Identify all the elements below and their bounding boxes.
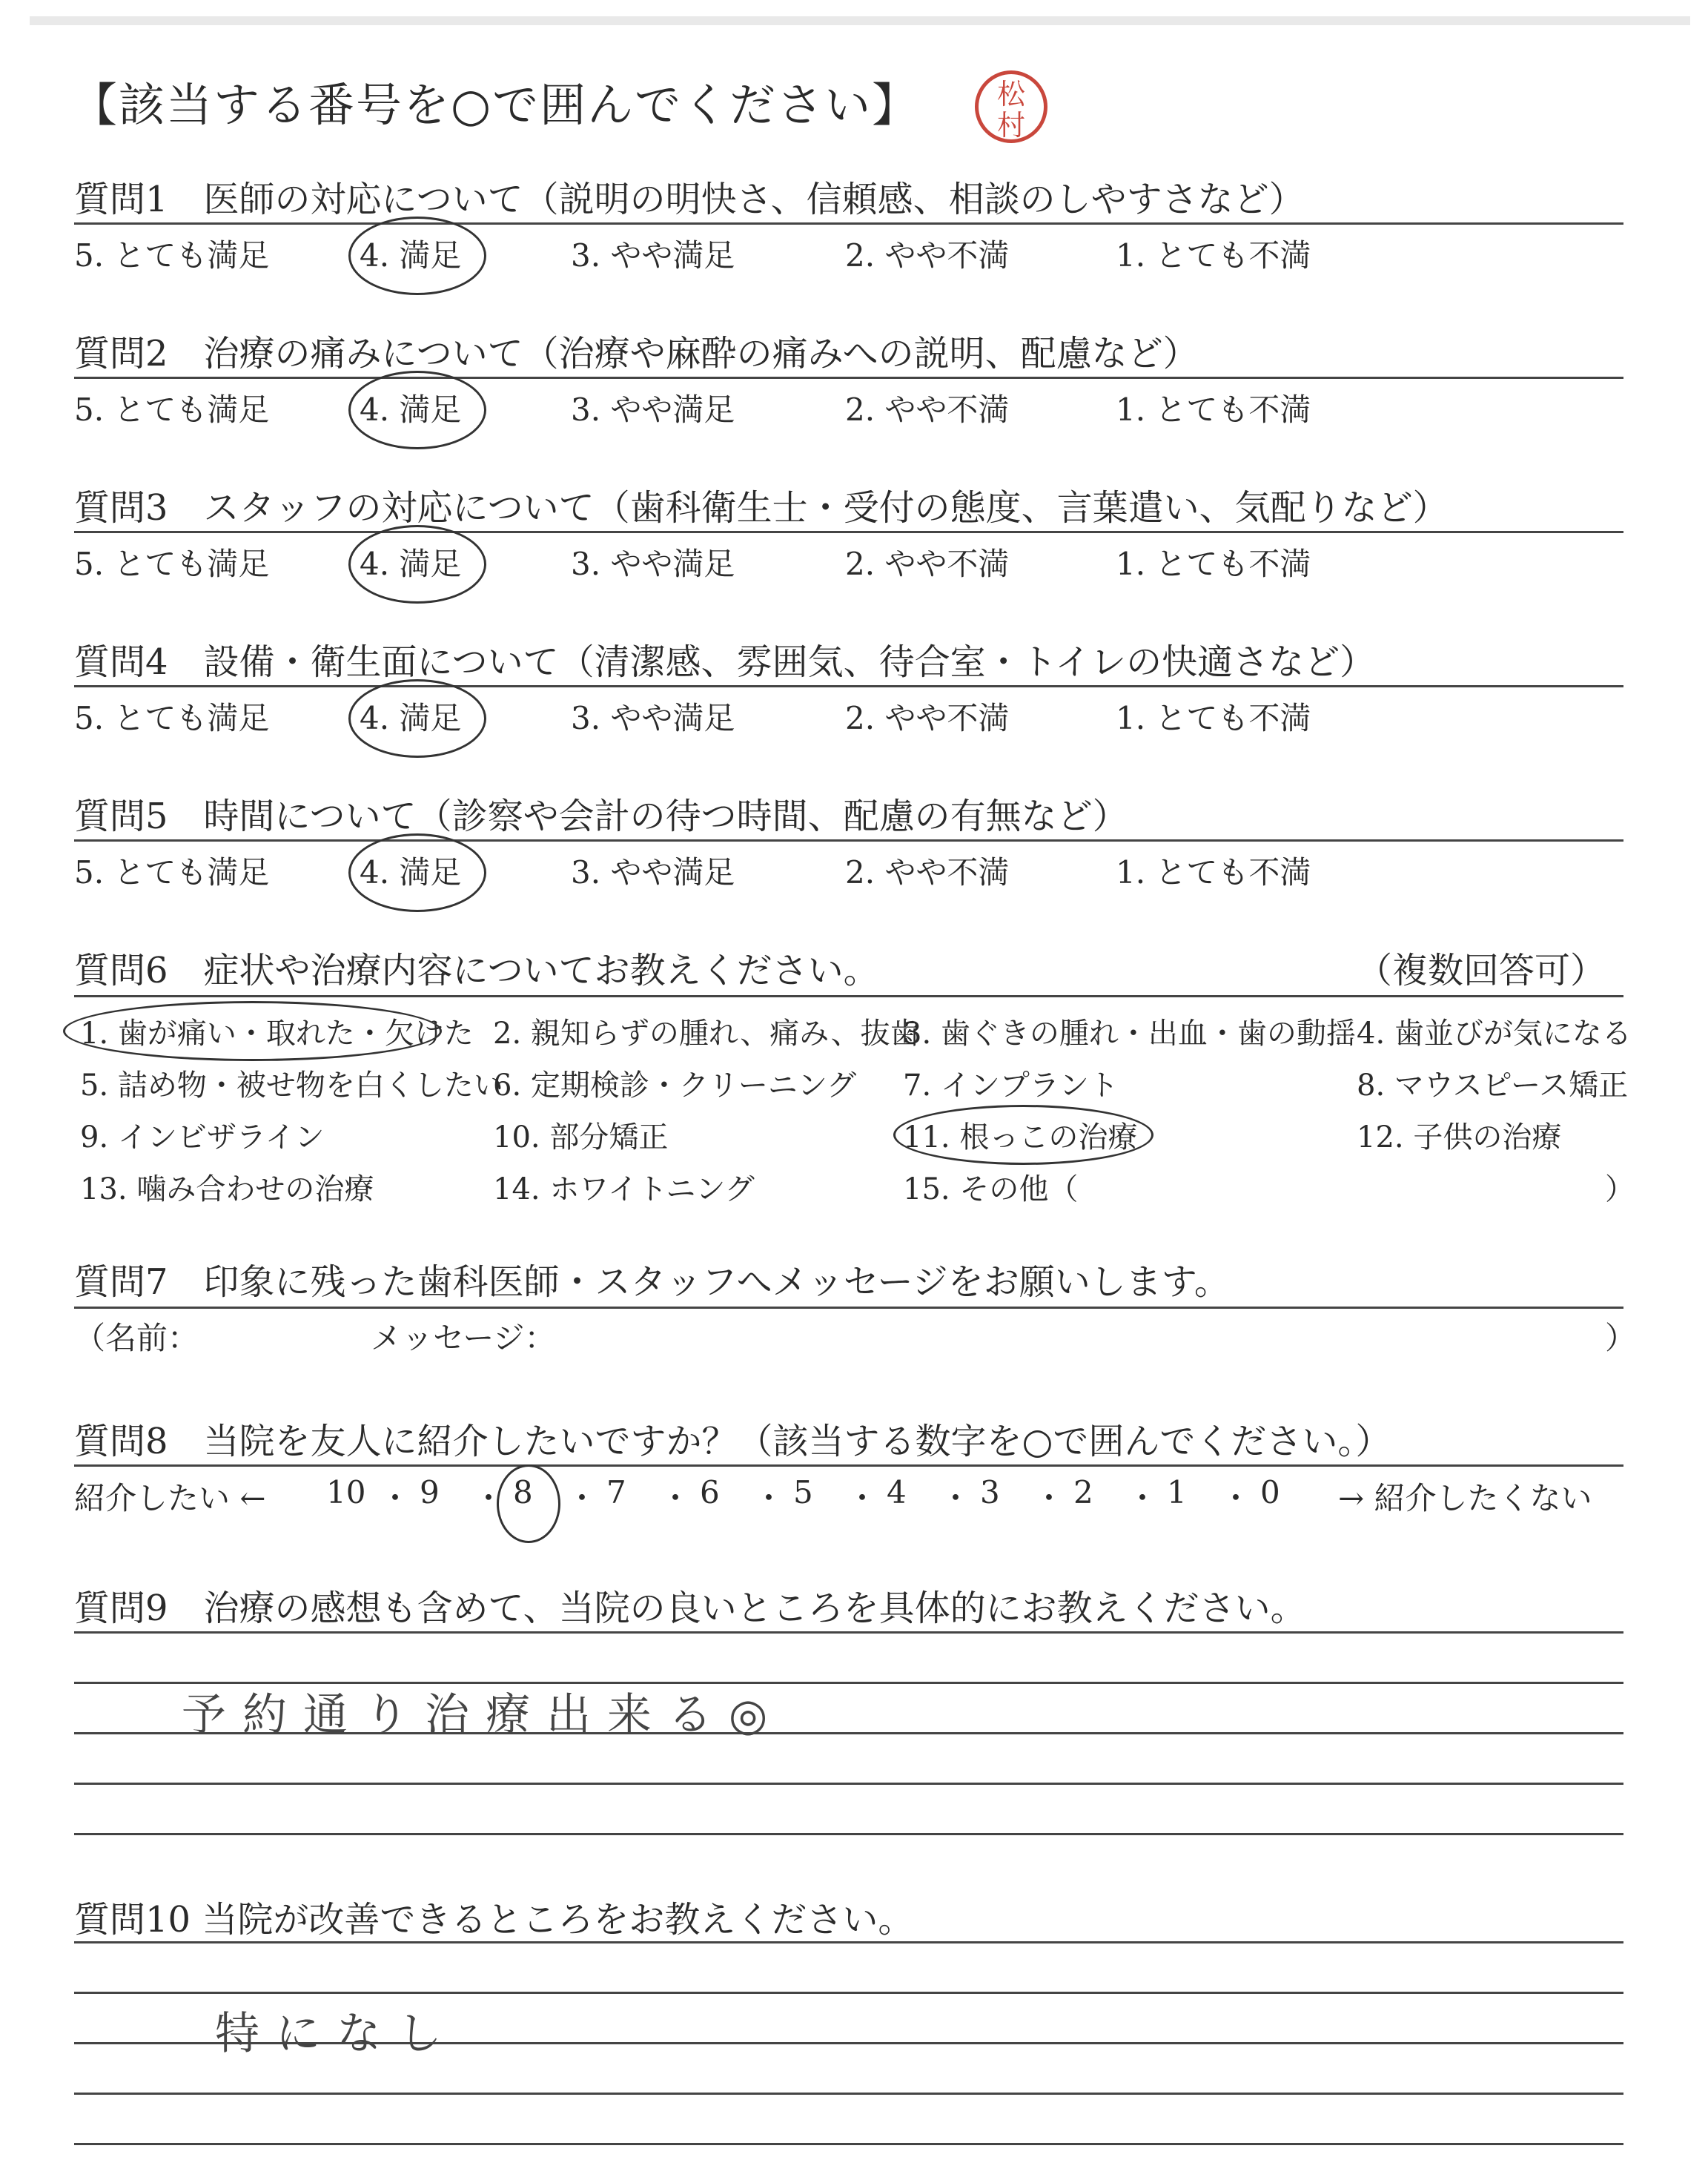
rating-option[interactable]: 2. やや不満 <box>845 700 1010 736</box>
question-8-title: 質問8 当院を友人に紹介したいですか？（該当する数字を○で囲んでください。） <box>74 1421 1391 1462</box>
page-top-edge <box>30 16 1690 25</box>
scale-separator: ・ <box>1127 1480 1159 1516</box>
scale-number[interactable]: 4 <box>887 1474 907 1510</box>
rating-option[interactable]: 4. 満足 <box>360 392 462 428</box>
symptom-option[interactable]: 10. 部分矯正 <box>493 1120 669 1155</box>
scale-number[interactable]: 7 <box>606 1474 626 1510</box>
rating-option[interactable]: 5. とても満足 <box>74 854 270 891</box>
rating-option[interactable]: 5. とても満足 <box>74 392 270 428</box>
scale-number[interactable]: 5 <box>793 1474 813 1510</box>
rating-option[interactable]: 3. やや満足 <box>571 546 735 582</box>
scale-separator: ・ <box>847 1480 878 1516</box>
rating-option[interactable]: 5. とても満足 <box>74 546 270 582</box>
scale-number[interactable]: 0 <box>1260 1474 1280 1510</box>
question-4-title: 質問4 設備・衛生面について（清潔感、雰囲気、待合室・トイレの快適さなど） <box>74 641 1376 683</box>
question-6-rule <box>74 995 1623 997</box>
q9-writing-line <box>74 1783 1623 1785</box>
scale-number[interactable]: 2 <box>1073 1474 1093 1510</box>
recommend-right-label: → 紹介したくない <box>1338 1480 1592 1516</box>
message-close-paren: ） <box>1605 1320 1637 1356</box>
question-1-title: 質問1 医師の対応について（説明の明快さ、信頼感、相談のしやすさなど） <box>74 179 1305 220</box>
scale-separator: ・ <box>1033 1480 1065 1516</box>
scale-number[interactable]: 1 <box>1167 1474 1187 1510</box>
question-10-title: 質問10 当院が改善できるところをお教えください。 <box>74 1899 914 1941</box>
symptom-option[interactable]: 11. 根っこの治療 <box>903 1120 1138 1155</box>
scale-number[interactable]: 10 <box>326 1474 366 1510</box>
rating-option[interactable]: 2. やや不満 <box>845 546 1010 582</box>
symptom-option[interactable]: 2. 親知らずの腫れ、痛み、抜歯 <box>493 1017 920 1051</box>
symptom-option[interactable]: 8. マウスピース矯正 <box>1357 1069 1629 1103</box>
symptom-option[interactable]: 9. インビザライン <box>80 1120 325 1155</box>
form-header: 【該当する番号を○で囲んでください】 <box>71 78 920 132</box>
scale-separator: ・ <box>473 1480 505 1516</box>
question-9-title: 質問9 治療の感想も含めて、当院の良いところを具体的にお教えください。 <box>74 1588 1306 1629</box>
question-6-note: （複数回答可） <box>1357 950 1606 991</box>
scale-separator: ・ <box>753 1480 785 1516</box>
rating-option[interactable]: 1. とても不満 <box>1116 854 1311 891</box>
rating-option[interactable]: 3. やや満足 <box>571 237 735 274</box>
question-1-rule <box>74 222 1623 225</box>
q10-writing-line <box>74 2093 1623 2095</box>
q9-writing-line <box>74 1833 1623 1835</box>
q10-writing-line <box>74 1941 1623 1943</box>
scale-separator: ・ <box>940 1480 972 1516</box>
scale-separator: ・ <box>1220 1480 1252 1516</box>
question-2-rule <box>74 377 1623 379</box>
rating-option[interactable]: 4. 満足 <box>360 237 462 274</box>
question-7-title: 質問7 印象に残った歯科医師・スタッフへメッセージをお願いします。 <box>74 1261 1230 1303</box>
symptom-option[interactable]: 12. 子供の治療 <box>1357 1120 1562 1155</box>
rating-option[interactable]: 3. やや満足 <box>571 700 735 736</box>
symptom-option[interactable]: 3. 歯ぐきの腫れ・出血・歯の動揺 <box>903 1017 1356 1051</box>
rating-option[interactable]: 2. やや不満 <box>845 237 1010 274</box>
rating-option[interactable]: 4. 満足 <box>360 854 462 891</box>
q9-handwritten-answer: 予約通り治療出来る◎ <box>182 1689 784 1741</box>
rating-option[interactable]: 1. とても不満 <box>1116 237 1311 274</box>
symptom-option[interactable]: 7. インプラント <box>903 1069 1119 1103</box>
rating-option[interactable]: 2. やや不満 <box>845 392 1010 428</box>
rating-option[interactable]: 3. やや満足 <box>571 392 735 428</box>
q9-writing-line <box>74 1631 1623 1634</box>
symptom-option[interactable]: 6. 定期検診・クリーニング <box>493 1069 857 1103</box>
rating-option[interactable]: 5. とても満足 <box>74 237 270 274</box>
symptom-option[interactable]: 13. 噛み合わせの治療 <box>80 1172 374 1206</box>
rating-option[interactable]: 1. とても不満 <box>1116 546 1311 582</box>
rating-option[interactable]: 3. やや満足 <box>571 854 735 891</box>
question-3-title: 質問3 スタッフの対応について（歯科衛生士・受付の態度、言葉遣い、気配りなど） <box>74 487 1449 529</box>
scale-separator: ・ <box>660 1480 692 1516</box>
recommend-left-label: 紹介したい ← <box>74 1480 266 1516</box>
name-seal-stamp: 松 村 <box>975 70 1047 143</box>
name-label: （名前： <box>74 1320 199 1356</box>
question-4-rule <box>74 685 1623 687</box>
scale-number[interactable]: 3 <box>980 1474 1000 1510</box>
symptom-option[interactable]: 15. その他（ <box>903 1172 1079 1206</box>
rating-option[interactable]: 2. やや不満 <box>845 854 1010 891</box>
scale-separator: ・ <box>566 1480 598 1516</box>
scale-separator: ・ <box>380 1480 411 1516</box>
scale-number[interactable]: 9 <box>420 1474 440 1510</box>
symptom-option[interactable]: 1. 歯が痛い・取れた・欠けた <box>80 1017 474 1051</box>
scale-number[interactable]: 6 <box>700 1474 720 1510</box>
q10-writing-line <box>74 2143 1623 2145</box>
symptom-option[interactable]: 5. 詰め物・被せ物を白くしたい <box>80 1069 503 1103</box>
question-5-title: 質問5 時間について（診察や会計の待つ時間、配慮の有無など） <box>74 796 1128 837</box>
rating-option[interactable]: 1. とても不満 <box>1116 700 1311 736</box>
q10-handwritten-answer: 特になし <box>215 2008 458 2060</box>
rating-option[interactable]: 1. とても不満 <box>1116 392 1311 428</box>
question-3-rule <box>74 531 1623 533</box>
symptom-option[interactable]: 14. ホワイトニング <box>493 1172 755 1206</box>
question-7-rule <box>74 1307 1623 1309</box>
rating-option[interactable]: 4. 満足 <box>360 700 462 736</box>
question-6-title: 質問6 症状や治療内容についてお教えください。 <box>74 950 879 991</box>
rating-option[interactable]: 4. 満足 <box>360 546 462 582</box>
question-8-rule <box>74 1464 1623 1467</box>
question-2-title: 質問2 治療の痛みについて（治療や麻酔の痛みへの説明、配慮など） <box>74 333 1199 374</box>
rating-option[interactable]: 5. とても満足 <box>74 700 270 736</box>
q10-writing-line <box>74 1992 1623 1994</box>
message-label: メッセージ： <box>371 1320 556 1356</box>
question-5-rule <box>74 839 1623 842</box>
other-close-paren: ） <box>1605 1172 1635 1206</box>
symptom-option[interactable]: 4. 歯並びが気になる <box>1357 1017 1632 1051</box>
scale-number[interactable]: 8 <box>513 1474 533 1510</box>
